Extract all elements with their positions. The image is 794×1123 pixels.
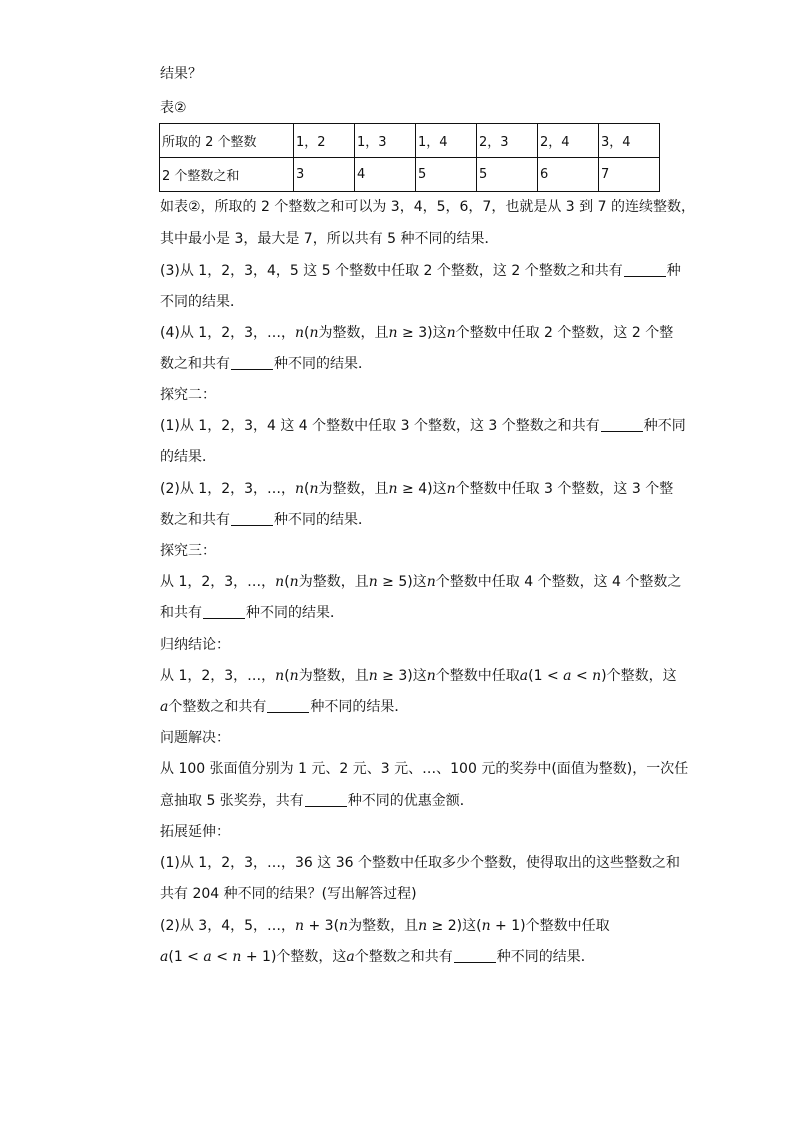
math-var: n	[426, 574, 436, 590]
text: 种不同的结果．	[246, 605, 344, 621]
math-var: n	[232, 949, 242, 965]
text: (	[304, 481, 310, 497]
question-line	[160, 416, 686, 436]
math-var: n	[446, 325, 456, 341]
sum-table	[159, 123, 660, 192]
table-caption	[160, 98, 187, 118]
text: 从 1，2，3，…，	[160, 574, 276, 590]
table-cell: 2，4	[538, 124, 599, 158]
question-3-line	[160, 261, 681, 281]
section-heading	[160, 385, 216, 405]
text: (	[304, 325, 310, 341]
math-var: n	[368, 574, 378, 590]
question-4-line	[160, 323, 673, 343]
problem-line	[160, 791, 474, 811]
extension-line	[160, 884, 417, 904]
text: 从 1，2，3，…，	[160, 668, 276, 684]
answer-blank[interactable]	[601, 417, 643, 432]
text: 如表②，所取的 2 个整数之和可以为 3，4，5，6，7，也就是从 3 到 7 的连续整数，	[160, 199, 695, 215]
text: ≥ 4)这	[397, 481, 447, 497]
text: 拓展延伸：	[160, 824, 230, 840]
text: 为整数，且	[348, 918, 419, 934]
conclusion-line	[160, 666, 677, 686]
text: 种不同的结果．	[274, 512, 372, 528]
text: 意抽取 5 张奖券，共有	[160, 793, 304, 809]
table-cell: 2，3	[477, 124, 538, 158]
section-heading	[160, 635, 230, 655]
text: )个整数，这	[601, 668, 677, 684]
text: 个整数中任取 4 个整数，这 4 个整数之	[435, 574, 682, 590]
math-var: n	[592, 668, 602, 684]
text: 为整数，且	[298, 668, 369, 684]
table-cell: 3，4	[599, 124, 660, 158]
text: ≥ 3)这	[377, 668, 427, 684]
math-var: n	[368, 668, 378, 684]
table-cell: 1，2	[294, 124, 355, 158]
text: 数之和共有	[160, 512, 230, 528]
math-var: n	[289, 574, 299, 590]
question-4-line	[160, 354, 372, 374]
table-cell: 3	[294, 158, 355, 192]
table-cell: 6	[538, 158, 599, 192]
math-var: a	[160, 949, 169, 965]
text: 个整数中任取 3 个整数，这 3 个整	[455, 481, 674, 497]
answer-blank[interactable]	[203, 604, 245, 619]
text: 种不同的结果．	[496, 949, 595, 965]
math-var: n	[275, 574, 285, 590]
answer-blank[interactable]	[454, 948, 496, 963]
table-cell: 1，4	[416, 124, 477, 158]
text: 归纳结论：	[160, 637, 230, 653]
text: (	[284, 668, 290, 684]
extension-line	[160, 916, 610, 936]
text: 从 100 张面值分别为 1 元、2 元、3 元、…、100 元的奖券中(面值为整数)，一次任	[160, 761, 689, 777]
text: 数之和共有	[160, 356, 230, 372]
extension-line	[160, 947, 595, 967]
table-cell: 5	[477, 158, 538, 192]
text: 个整数之和共有	[354, 949, 453, 965]
math-var: a	[203, 949, 212, 965]
section-heading	[160, 822, 230, 842]
math-var: n	[309, 481, 319, 497]
text: (3)从 1，2，3，4，5 这 5 个整数中任取 2 个整数，这 2 个整数之和共有	[160, 263, 623, 279]
answer-blank[interactable]	[305, 792, 347, 807]
math-var: n	[295, 481, 305, 497]
text: 个整数中任取	[435, 668, 520, 684]
text: ≥ 5)这	[377, 574, 427, 590]
math-var: n	[481, 918, 491, 934]
answer-blank[interactable]	[231, 511, 273, 526]
math-var: a	[563, 668, 572, 684]
text: 问题解决：	[160, 730, 230, 746]
text: 种不同的结果．	[310, 699, 409, 715]
math-var: n	[289, 668, 299, 684]
math-var: n	[388, 325, 398, 341]
text: (1 <	[528, 668, 559, 684]
text: 不同的结果．	[160, 294, 244, 310]
text: <	[216, 949, 228, 965]
table-cell-header: 2 个整数之和	[160, 158, 294, 192]
text: 个整数中任取 2 个整数，这 2 个整	[455, 325, 674, 341]
text: 结果？	[160, 66, 202, 82]
math-var: a	[160, 699, 169, 715]
text: 种不同的结果．	[274, 356, 372, 372]
math-var: a	[519, 668, 529, 684]
math-var: n	[309, 325, 319, 341]
text: (	[284, 574, 290, 590]
text: 探究二：	[160, 387, 216, 403]
math-var: n	[275, 668, 285, 684]
text: ≥ 2)这(	[427, 918, 482, 934]
text: (1)从 1，2，3，4 这 4 个整数中任取 3 个整数，这 3 个整数之和共有	[160, 418, 600, 434]
text: 个整数之和共有	[168, 699, 267, 715]
text: ≥ 3)这	[397, 325, 447, 341]
answer-blank[interactable]	[267, 698, 309, 713]
text: (1 <	[168, 949, 199, 965]
math-var: n	[446, 481, 456, 497]
answer-blank[interactable]	[231, 355, 273, 370]
answer-blank[interactable]	[624, 262, 666, 277]
table-cell: 4	[355, 158, 416, 192]
math-var: n	[295, 325, 305, 341]
question-line	[160, 572, 681, 592]
question-line	[160, 510, 372, 530]
text: 表②	[160, 100, 187, 116]
text: + 3(	[304, 918, 340, 934]
text: (4)从 1，2，3，…，	[160, 325, 296, 341]
question-line	[160, 479, 673, 499]
table-row-pairs	[160, 124, 660, 158]
table-row-sums	[160, 158, 660, 192]
text: 和共有	[160, 605, 202, 621]
text: (2)从 3，4，5，…，	[160, 918, 296, 934]
extension-line	[160, 853, 680, 873]
question-line	[160, 603, 344, 623]
text: + 1)个整数，这	[241, 949, 347, 965]
problem-line	[160, 759, 688, 779]
section-heading	[160, 541, 216, 561]
table-cell: 5	[416, 158, 477, 192]
text: 种	[666, 263, 681, 279]
text: <	[575, 668, 588, 684]
paragraph-line	[160, 197, 695, 217]
table-cell: 1，3	[355, 124, 416, 158]
table-cell-header: 所取的 2 个整数	[160, 124, 294, 158]
math-var: n	[388, 481, 398, 497]
text: 为整数，且	[298, 574, 369, 590]
math-var: a	[346, 949, 355, 965]
text: 种不同的优惠金额．	[347, 793, 474, 809]
paragraph-line	[160, 229, 499, 249]
section-heading	[160, 728, 230, 748]
text: (2)从 1，2，3，…，	[160, 481, 296, 497]
text: 共有 204 种不同的结果？(写出解答过程)	[160, 886, 417, 902]
question-line	[160, 447, 216, 467]
math-var: n	[339, 918, 349, 934]
text: (1)从 1，2，3，…，36 这 36 个整数中任取多少个整数，使得取出的这些整数之和	[160, 855, 680, 871]
math-var: n	[418, 918, 428, 934]
text: 为整数，且	[318, 481, 389, 497]
line-result-question	[160, 64, 202, 84]
table-cell: 7	[599, 158, 660, 192]
text: 探究三：	[160, 543, 216, 559]
text: 的结果．	[160, 449, 216, 465]
question-3-line	[160, 292, 244, 312]
text: + 1)个整数中任取	[490, 918, 610, 934]
math-var: n	[295, 918, 305, 934]
conclusion-line	[160, 697, 408, 717]
text: 为整数，且	[318, 325, 389, 341]
text: 其中最小是 3，最大是 7，所以共有 5 种不同的结果．	[160, 231, 499, 247]
text: 种不同	[643, 418, 686, 434]
math-var: n	[426, 668, 436, 684]
